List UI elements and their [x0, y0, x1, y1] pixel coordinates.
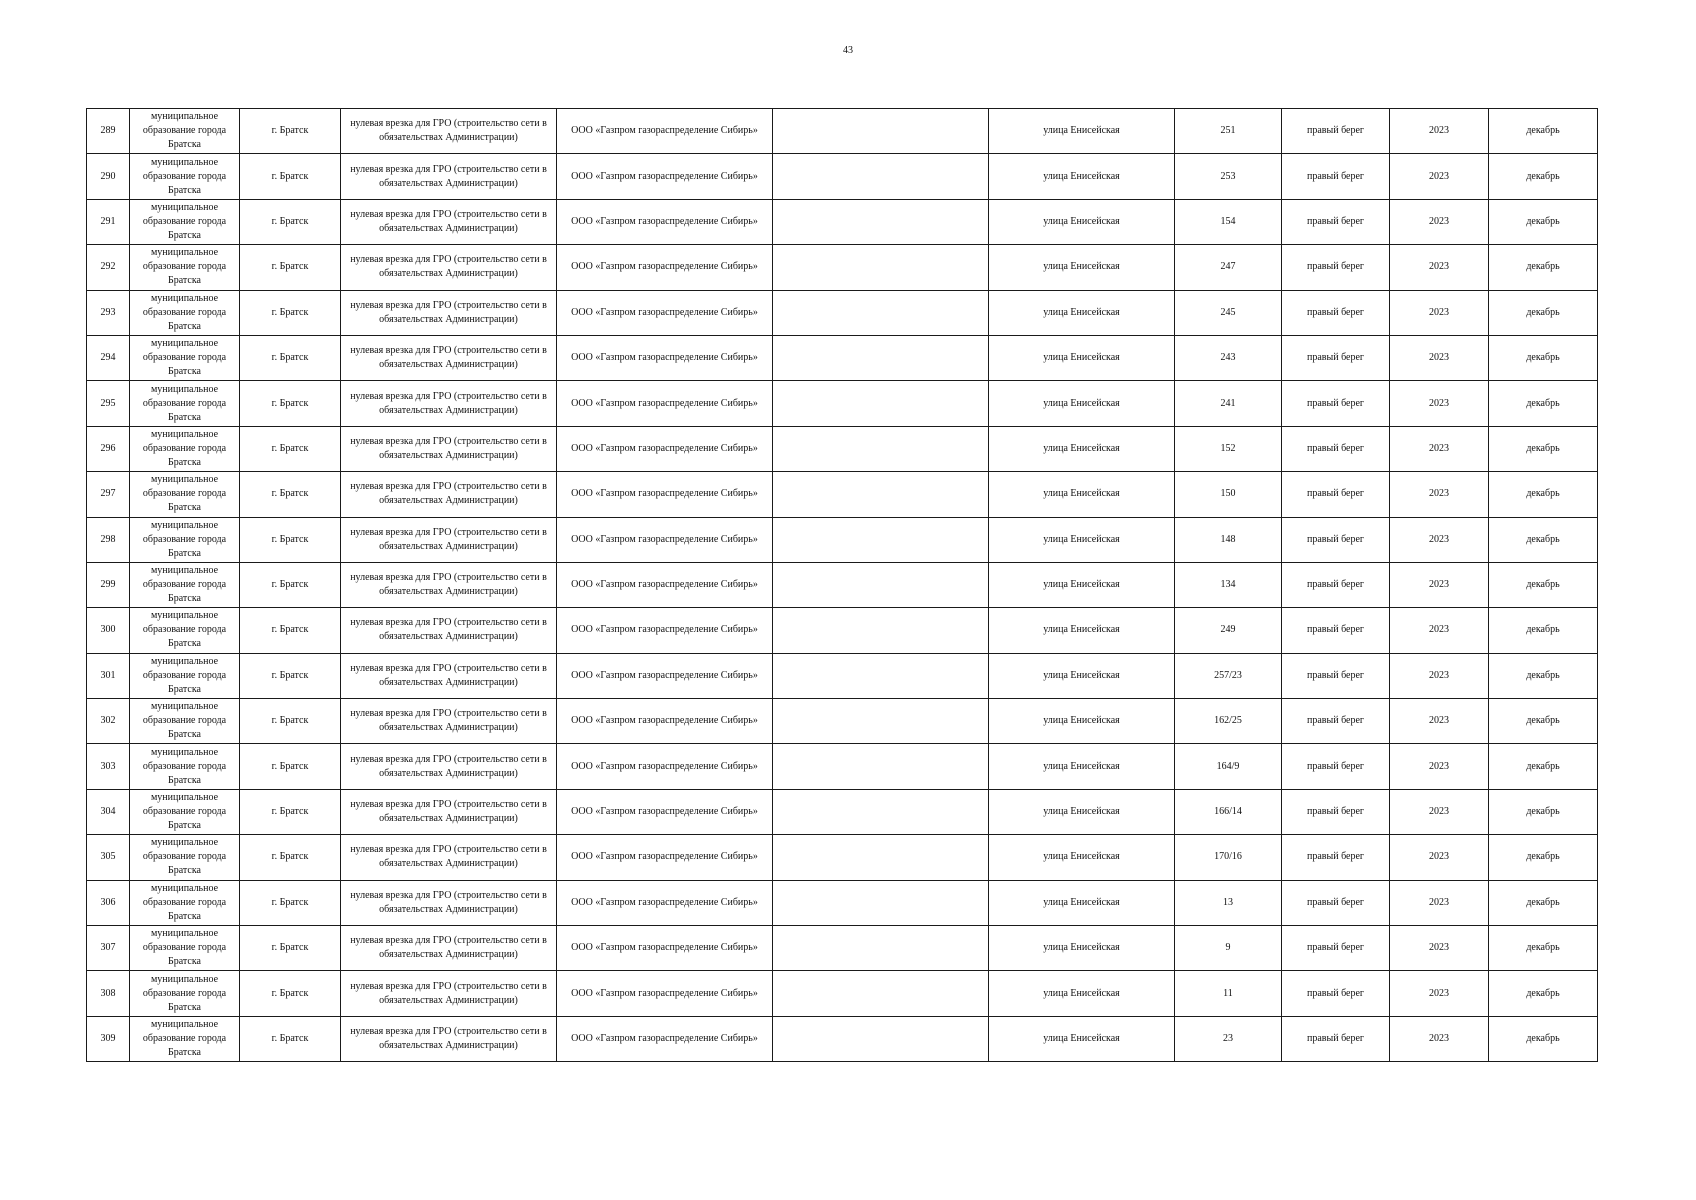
month-cell: декабрь — [1489, 835, 1598, 880]
river-bank-cell: правый берег — [1282, 109, 1390, 154]
empty-cell — [773, 426, 989, 471]
house-number-cell: 164/9 — [1175, 744, 1282, 789]
month-cell: декабрь — [1489, 154, 1598, 199]
row-number-cell: 301 — [87, 653, 130, 698]
year-cell: 2023 — [1390, 835, 1489, 880]
table-row — [87, 290, 1598, 335]
work-description-cell: нулевая врезка для ГРО (строительство сети в обязательствах Администрации) — [341, 517, 557, 562]
work-description-cell: нулевая врезка для ГРО (строительство сети в обязательствах Администрации) — [341, 1016, 557, 1061]
city-cell: г. Братск — [240, 199, 341, 244]
month-cell: декабрь — [1489, 744, 1598, 789]
work-description-cell: нулевая врезка для ГРО (строительство сети в обязательствах Администрации) — [341, 608, 557, 653]
table-row — [87, 789, 1598, 834]
month-cell: декабрь — [1489, 517, 1598, 562]
empty-cell — [773, 335, 989, 380]
river-bank-cell: правый берег — [1282, 653, 1390, 698]
river-bank-cell: правый берег — [1282, 971, 1390, 1016]
organization-cell: ООО «Газпром газораспределение Сибирь» — [557, 1016, 773, 1061]
table-row — [87, 744, 1598, 789]
year-cell: 2023 — [1390, 562, 1489, 607]
municipality-cell: муниципальное образование города Братска — [130, 608, 240, 653]
house-number-cell: 150 — [1175, 472, 1282, 517]
year-cell: 2023 — [1390, 381, 1489, 426]
house-number-cell: 249 — [1175, 608, 1282, 653]
empty-cell — [773, 562, 989, 607]
municipality-cell: муниципальное образование города Братска — [130, 109, 240, 154]
work-description-cell: нулевая врезка для ГРО (строительство сети в обязательствах Администрации) — [341, 381, 557, 426]
organization-cell: ООО «Газпром газораспределение Сибирь» — [557, 335, 773, 380]
table-row — [87, 381, 1598, 426]
row-number-cell: 307 — [87, 926, 130, 971]
month-cell: декабрь — [1489, 1016, 1598, 1061]
table-row — [87, 472, 1598, 517]
year-cell: 2023 — [1390, 109, 1489, 154]
house-number-cell: 148 — [1175, 517, 1282, 562]
work-description-cell: нулевая врезка для ГРО (строительство сети в обязательствах Администрации) — [341, 426, 557, 471]
municipality-cell: муниципальное образование города Братска — [130, 971, 240, 1016]
house-number-cell: 9 — [1175, 926, 1282, 971]
organization-cell: ООО «Газпром газораспределение Сибирь» — [557, 517, 773, 562]
city-cell: г. Братск — [240, 290, 341, 335]
municipality-cell: муниципальное образование города Братска — [130, 835, 240, 880]
municipality-cell: муниципальное образование города Братска — [130, 517, 240, 562]
organization-cell: ООО «Газпром газораспределение Сибирь» — [557, 789, 773, 834]
empty-cell — [773, 789, 989, 834]
year-cell: 2023 — [1390, 789, 1489, 834]
table-row — [87, 699, 1598, 744]
river-bank-cell: правый берег — [1282, 880, 1390, 925]
river-bank-cell: правый берег — [1282, 789, 1390, 834]
empty-cell — [773, 926, 989, 971]
street-cell: улица Енисейская — [989, 835, 1175, 880]
empty-cell — [773, 971, 989, 1016]
river-bank-cell: правый берег — [1282, 744, 1390, 789]
work-description-cell: нулевая врезка для ГРО (строительство сети в обязательствах Администрации) — [341, 789, 557, 834]
organization-cell: ООО «Газпром газораспределение Сибирь» — [557, 835, 773, 880]
row-number-cell: 300 — [87, 608, 130, 653]
house-number-cell: 11 — [1175, 971, 1282, 1016]
page-number: 43 — [843, 45, 853, 56]
city-cell: г. Братск — [240, 517, 341, 562]
river-bank-cell: правый берег — [1282, 245, 1390, 290]
organization-cell: ООО «Газпром газораспределение Сибирь» — [557, 880, 773, 925]
river-bank-cell: правый берег — [1282, 608, 1390, 653]
organization-cell: ООО «Газпром газораспределение Сибирь» — [557, 562, 773, 607]
street-cell: улица Енисейская — [989, 880, 1175, 925]
river-bank-cell: правый берег — [1282, 926, 1390, 971]
municipality-cell: муниципальное образование города Братска — [130, 926, 240, 971]
table-row — [87, 245, 1598, 290]
street-cell: улица Енисейская — [989, 971, 1175, 1016]
work-description-cell: нулевая врезка для ГРО (строительство сети в обязательствах Администрации) — [341, 971, 557, 1016]
work-description-cell: нулевая врезка для ГРО (строительство сети в обязательствах Администрации) — [341, 880, 557, 925]
year-cell: 2023 — [1390, 426, 1489, 471]
house-number-cell: 247 — [1175, 245, 1282, 290]
municipality-cell: муниципальное образование города Братска — [130, 653, 240, 698]
table-row — [87, 880, 1598, 925]
municipality-cell: муниципальное образование города Братска — [130, 245, 240, 290]
house-number-cell: 166/14 — [1175, 789, 1282, 834]
row-number-cell: 308 — [87, 971, 130, 1016]
river-bank-cell: правый берег — [1282, 154, 1390, 199]
street-cell: улица Енисейская — [989, 290, 1175, 335]
table-row — [87, 653, 1598, 698]
house-number-cell: 257/23 — [1175, 653, 1282, 698]
work-description-cell: нулевая врезка для ГРО (строительство сети в обязательствах Администрации) — [341, 472, 557, 517]
city-cell: г. Братск — [240, 789, 341, 834]
house-number-cell: 241 — [1175, 381, 1282, 426]
row-number-cell: 304 — [87, 789, 130, 834]
row-number-cell: 297 — [87, 472, 130, 517]
municipality-cell: муниципальное образование города Братска — [130, 699, 240, 744]
work-description-cell: нулевая врезка для ГРО (строительство сети в обязательствах Администрации) — [341, 699, 557, 744]
registry-table — [86, 108, 1598, 1062]
river-bank-cell: правый берег — [1282, 472, 1390, 517]
house-number-cell: 134 — [1175, 562, 1282, 607]
river-bank-cell: правый берег — [1282, 335, 1390, 380]
river-bank-cell: правый берег — [1282, 426, 1390, 471]
river-bank-cell: правый берег — [1282, 562, 1390, 607]
river-bank-cell: правый берег — [1282, 199, 1390, 244]
month-cell: декабрь — [1489, 971, 1598, 1016]
month-cell: декабрь — [1489, 245, 1598, 290]
row-number-cell: 298 — [87, 517, 130, 562]
organization-cell: ООО «Газпром газораспределение Сибирь» — [557, 744, 773, 789]
municipality-cell: муниципальное образование города Братска — [130, 381, 240, 426]
table-row — [87, 562, 1598, 607]
empty-cell — [773, 381, 989, 426]
municipality-cell: муниципальное образование города Братска — [130, 880, 240, 925]
year-cell: 2023 — [1390, 517, 1489, 562]
row-number-cell: 296 — [87, 426, 130, 471]
empty-cell — [773, 744, 989, 789]
street-cell: улица Енисейская — [989, 608, 1175, 653]
empty-cell — [773, 608, 989, 653]
house-number-cell: 251 — [1175, 109, 1282, 154]
municipality-cell: муниципальное образование города Братска — [130, 290, 240, 335]
house-number-cell: 253 — [1175, 154, 1282, 199]
city-cell: г. Братск — [240, 926, 341, 971]
city-cell: г. Братск — [240, 835, 341, 880]
work-description-cell: нулевая врезка для ГРО (строительство сети в обязательствах Администрации) — [341, 926, 557, 971]
row-number-cell: 295 — [87, 381, 130, 426]
street-cell: улица Енисейская — [989, 154, 1175, 199]
month-cell: декабрь — [1489, 653, 1598, 698]
year-cell: 2023 — [1390, 290, 1489, 335]
street-cell: улица Енисейская — [989, 245, 1175, 290]
year-cell: 2023 — [1390, 653, 1489, 698]
year-cell: 2023 — [1390, 608, 1489, 653]
street-cell: улица Енисейская — [989, 926, 1175, 971]
street-cell: улица Енисейская — [989, 653, 1175, 698]
street-cell: улица Енисейская — [989, 472, 1175, 517]
row-number-cell: 292 — [87, 245, 130, 290]
city-cell: г. Братск — [240, 472, 341, 517]
house-number-cell: 13 — [1175, 880, 1282, 925]
city-cell: г. Братск — [240, 744, 341, 789]
empty-cell — [773, 472, 989, 517]
year-cell: 2023 — [1390, 472, 1489, 517]
municipality-cell: муниципальное образование города Братска — [130, 472, 240, 517]
river-bank-cell: правый берег — [1282, 835, 1390, 880]
river-bank-cell: правый берег — [1282, 517, 1390, 562]
city-cell: г. Братск — [240, 245, 341, 290]
street-cell: улица Енисейская — [989, 699, 1175, 744]
street-cell: улица Енисейская — [989, 335, 1175, 380]
month-cell: декабрь — [1489, 608, 1598, 653]
table-row — [87, 608, 1598, 653]
row-number-cell: 302 — [87, 699, 130, 744]
municipality-cell: муниципальное образование города Братска — [130, 1016, 240, 1061]
street-cell: улица Енисейская — [989, 562, 1175, 607]
house-number-cell: 243 — [1175, 335, 1282, 380]
organization-cell: ООО «Газпром газораспределение Сибирь» — [557, 699, 773, 744]
year-cell: 2023 — [1390, 926, 1489, 971]
city-cell: г. Братск — [240, 699, 341, 744]
organization-cell: ООО «Газпром газораспределение Сибирь» — [557, 926, 773, 971]
city-cell: г. Братск — [240, 880, 341, 925]
work-description-cell: нулевая врезка для ГРО (строительство сети в обязательствах Администрации) — [341, 835, 557, 880]
month-cell: декабрь — [1489, 109, 1598, 154]
city-cell: г. Братск — [240, 154, 341, 199]
row-number-cell: 305 — [87, 835, 130, 880]
year-cell: 2023 — [1390, 699, 1489, 744]
street-cell: улица Енисейская — [989, 426, 1175, 471]
table-row — [87, 154, 1598, 199]
city-cell: г. Братск — [240, 109, 341, 154]
month-cell: декабрь — [1489, 699, 1598, 744]
city-cell: г. Братск — [240, 381, 341, 426]
table-row — [87, 199, 1598, 244]
river-bank-cell: правый берег — [1282, 290, 1390, 335]
empty-cell — [773, 109, 989, 154]
municipality-cell: муниципальное образование города Братска — [130, 562, 240, 607]
month-cell: декабрь — [1489, 562, 1598, 607]
river-bank-cell: правый берег — [1282, 699, 1390, 744]
year-cell: 2023 — [1390, 154, 1489, 199]
city-cell: г. Братск — [240, 1016, 341, 1061]
work-description-cell: нулевая врезка для ГРО (строительство сети в обязательствах Администрации) — [341, 199, 557, 244]
row-number-cell: 293 — [87, 290, 130, 335]
table-row — [87, 109, 1598, 154]
house-number-cell: 154 — [1175, 199, 1282, 244]
month-cell: декабрь — [1489, 472, 1598, 517]
year-cell: 2023 — [1390, 1016, 1489, 1061]
municipality-cell: муниципальное образование города Братска — [130, 426, 240, 471]
river-bank-cell: правый берег — [1282, 1016, 1390, 1061]
month-cell: декабрь — [1489, 426, 1598, 471]
street-cell: улица Енисейская — [989, 744, 1175, 789]
month-cell: декабрь — [1489, 290, 1598, 335]
row-number-cell: 299 — [87, 562, 130, 607]
organization-cell: ООО «Газпром газораспределение Сибирь» — [557, 381, 773, 426]
organization-cell: ООО «Газпром газораспределение Сибирь» — [557, 472, 773, 517]
work-description-cell: нулевая врезка для ГРО (строительство сети в обязательствах Администрации) — [341, 653, 557, 698]
work-description-cell: нулевая врезка для ГРО (строительство сети в обязательствах Администрации) — [341, 109, 557, 154]
street-cell: улица Енисейская — [989, 199, 1175, 244]
street-cell: улица Енисейская — [989, 381, 1175, 426]
empty-cell — [773, 245, 989, 290]
house-number-cell: 170/16 — [1175, 835, 1282, 880]
row-number-cell: 291 — [87, 199, 130, 244]
table-row — [87, 426, 1598, 471]
month-cell: декабрь — [1489, 381, 1598, 426]
municipality-cell: муниципальное образование города Братска — [130, 744, 240, 789]
work-description-cell: нулевая врезка для ГРО (строительство сети в обязательствах Администрации) — [341, 335, 557, 380]
organization-cell: ООО «Газпром газораспределение Сибирь» — [557, 290, 773, 335]
street-cell: улица Енисейская — [989, 109, 1175, 154]
organization-cell: ООО «Газпром газораспределение Сибирь» — [557, 653, 773, 698]
municipality-cell: муниципальное образование города Братска — [130, 789, 240, 834]
month-cell: декабрь — [1489, 789, 1598, 834]
organization-cell: ООО «Газпром газораспределение Сибирь» — [557, 199, 773, 244]
row-number-cell: 306 — [87, 880, 130, 925]
city-cell: г. Братск — [240, 335, 341, 380]
month-cell: декабрь — [1489, 880, 1598, 925]
empty-cell — [773, 517, 989, 562]
month-cell: декабрь — [1489, 199, 1598, 244]
city-cell: г. Братск — [240, 608, 341, 653]
year-cell: 2023 — [1390, 199, 1489, 244]
river-bank-cell: правый берег — [1282, 381, 1390, 426]
organization-cell: ООО «Газпром газораспределение Сибирь» — [557, 608, 773, 653]
table-row — [87, 971, 1598, 1016]
house-number-cell: 162/25 — [1175, 699, 1282, 744]
empty-cell — [773, 699, 989, 744]
year-cell: 2023 — [1390, 744, 1489, 789]
street-cell: улица Енисейская — [989, 517, 1175, 562]
organization-cell: ООО «Газпром газораспределение Сибирь» — [557, 109, 773, 154]
city-cell: г. Братск — [240, 562, 341, 607]
row-number-cell: 294 — [87, 335, 130, 380]
empty-cell — [773, 835, 989, 880]
month-cell: декабрь — [1489, 926, 1598, 971]
table-row — [87, 1016, 1598, 1061]
empty-cell — [773, 199, 989, 244]
month-cell: декабрь — [1489, 335, 1598, 380]
organization-cell: ООО «Газпром газораспределение Сибирь» — [557, 426, 773, 471]
row-number-cell: 290 — [87, 154, 130, 199]
house-number-cell: 23 — [1175, 1016, 1282, 1061]
year-cell: 2023 — [1390, 880, 1489, 925]
house-number-cell: 245 — [1175, 290, 1282, 335]
year-cell: 2023 — [1390, 971, 1489, 1016]
city-cell: г. Братск — [240, 653, 341, 698]
empty-cell — [773, 1016, 989, 1061]
table-row — [87, 835, 1598, 880]
empty-cell — [773, 290, 989, 335]
organization-cell: ООО «Газпром газораспределение Сибирь» — [557, 154, 773, 199]
year-cell: 2023 — [1390, 245, 1489, 290]
work-description-cell: нулевая врезка для ГРО (строительство сети в обязательствах Администрации) — [341, 290, 557, 335]
row-number-cell: 309 — [87, 1016, 130, 1061]
work-description-cell: нулевая врезка для ГРО (строительство сети в обязательствах Администрации) — [341, 245, 557, 290]
table-row — [87, 926, 1598, 971]
empty-cell — [773, 880, 989, 925]
year-cell: 2023 — [1390, 335, 1489, 380]
street-cell: улица Енисейская — [989, 1016, 1175, 1061]
work-description-cell: нулевая врезка для ГРО (строительство сети в обязательствах Администрации) — [341, 562, 557, 607]
registry-table-body — [87, 109, 1598, 1062]
organization-cell: ООО «Газпром газораспределение Сибирь» — [557, 245, 773, 290]
empty-cell — [773, 154, 989, 199]
row-number-cell: 303 — [87, 744, 130, 789]
work-description-cell: нулевая врезка для ГРО (строительство сети в обязательствах Администрации) — [341, 154, 557, 199]
house-number-cell: 152 — [1175, 426, 1282, 471]
municipality-cell: муниципальное образование города Братска — [130, 199, 240, 244]
organization-cell: ООО «Газпром газораспределение Сибирь» — [557, 971, 773, 1016]
municipality-cell: муниципальное образование города Братска — [130, 335, 240, 380]
city-cell: г. Братск — [240, 426, 341, 471]
street-cell: улица Енисейская — [989, 789, 1175, 834]
city-cell: г. Братск — [240, 971, 341, 1016]
empty-cell — [773, 653, 989, 698]
work-description-cell: нулевая врезка для ГРО (строительство сети в обязательствах Администрации) — [341, 744, 557, 789]
row-number-cell: 289 — [87, 109, 130, 154]
table-row — [87, 335, 1598, 380]
municipality-cell: муниципальное образование города Братска — [130, 154, 240, 199]
table-row — [87, 517, 1598, 562]
